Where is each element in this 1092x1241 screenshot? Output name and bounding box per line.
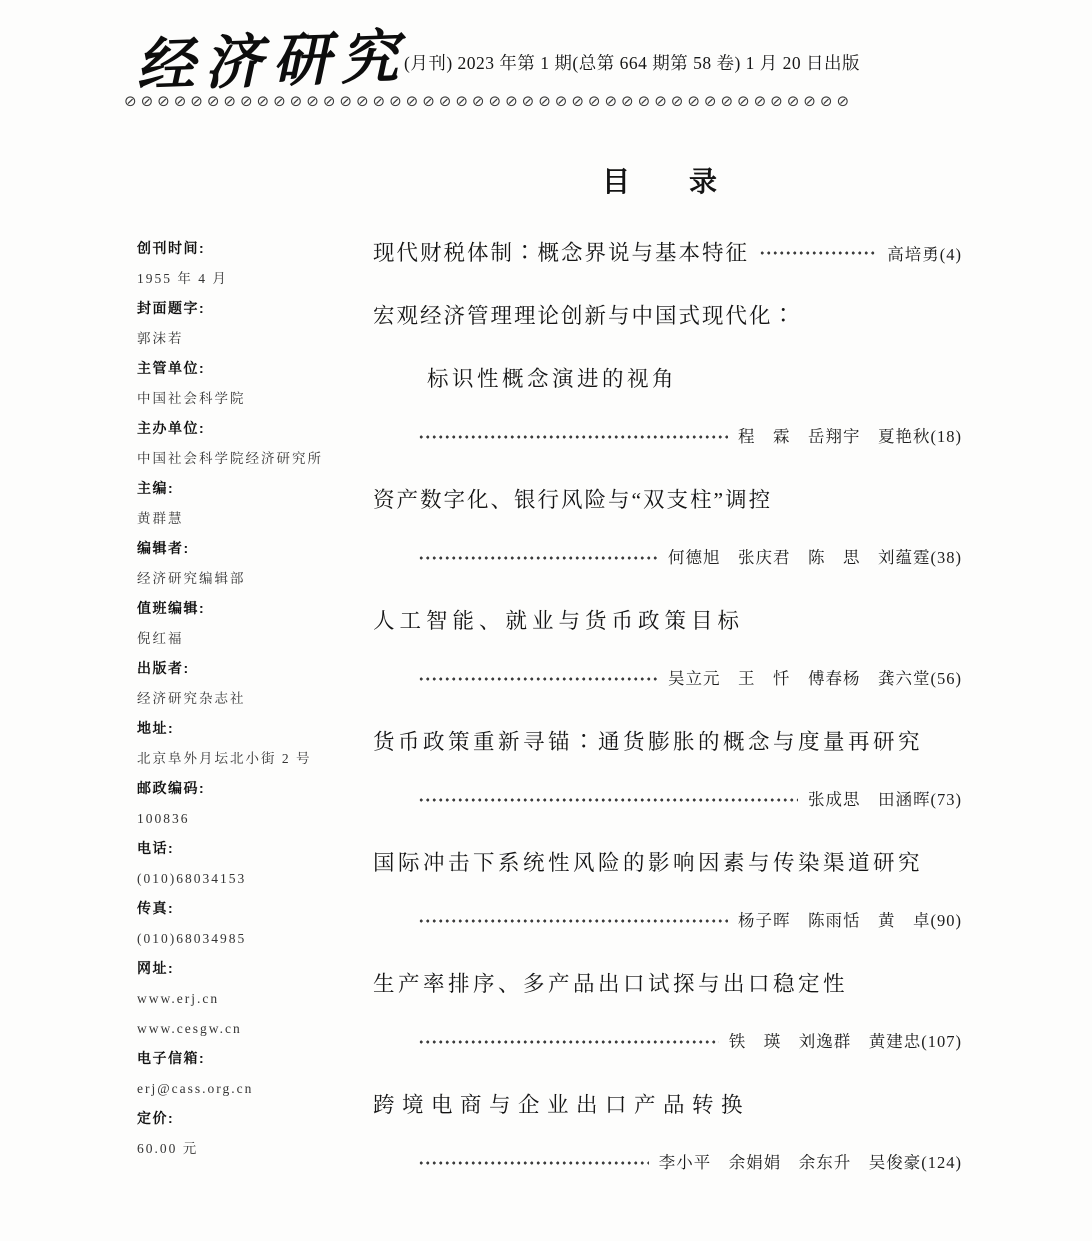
sidebar-item-fax bbox=[137, 898, 373, 949]
sidebar-item-supervisor bbox=[137, 358, 373, 409]
dot-leader bbox=[418, 549, 658, 567]
article-title: 跨境电商与企业出口产品转换 bbox=[373, 1093, 751, 1117]
sidebar-item-value: 北京阜外月坛北小街 2 号 bbox=[137, 751, 312, 766]
sidebar-item-address bbox=[137, 718, 373, 769]
sidebar-item-value: 经济研究编辑部 bbox=[137, 571, 246, 586]
article-title: 现代财税体制∶概念界说与基本特征 bbox=[373, 241, 750, 265]
journal-info-sidebar bbox=[137, 238, 373, 1211]
dot-leader bbox=[759, 244, 877, 262]
sidebar-item-label: 传真: bbox=[137, 900, 175, 916]
article-title: 生产率排序、多产品出口试探与出口稳定性 bbox=[373, 972, 849, 996]
sidebar-item-label: 主办单位: bbox=[137, 420, 206, 436]
article-title: 国际冲击下系统性风险的影响因素与传染渠道研究 bbox=[373, 851, 924, 875]
dot-leader bbox=[418, 1154, 649, 1172]
sidebar-item-value: 黄群慧 bbox=[137, 511, 184, 526]
sidebar-item-label: 出版者: bbox=[137, 660, 190, 676]
toc-entry-6 bbox=[373, 848, 962, 936]
toc-list bbox=[373, 238, 962, 1211]
toc-entry-1 bbox=[373, 238, 962, 268]
article-authors: 吴立元 王 忏 傅春杨 龚六堂(56) bbox=[668, 669, 962, 688]
sidebar-item-label: 值班编辑: bbox=[137, 600, 206, 616]
sidebar-item-value: (010)68034985 bbox=[137, 931, 247, 946]
article-authors: 杨子晖 陈雨恬 黄 卓(90) bbox=[738, 911, 962, 930]
sidebar-item-value: erj@cass.org.cn bbox=[137, 1081, 254, 1096]
sidebar-item-value: www.erj.cn bbox=[137, 991, 220, 1006]
sidebar-item-label: 封面题字: bbox=[137, 300, 206, 316]
sidebar-item-label: 电话: bbox=[137, 840, 175, 856]
sidebar-item-value: 1955 年 4 月 bbox=[137, 271, 228, 286]
toc-entry-3 bbox=[373, 485, 962, 573]
toc-title: 目 录 bbox=[601, 166, 718, 197]
sidebar-item-email bbox=[137, 1048, 373, 1099]
sidebar-item-label: 定价: bbox=[137, 1110, 175, 1126]
sidebar-item-phone bbox=[137, 838, 373, 889]
sidebar-item-website bbox=[137, 958, 373, 1039]
article-authors: 李小平 余娟娟 余东升 吴俊豪(124) bbox=[658, 1153, 962, 1172]
sidebar-item-value: 中国社会科学院经济研究所 bbox=[137, 451, 323, 466]
toc-entry-8 bbox=[373, 1090, 962, 1178]
journal-logo: 经济研究 bbox=[135, 22, 410, 100]
dot-leader bbox=[418, 428, 728, 446]
sidebar-item-value-2: www.cesgw.cn bbox=[137, 1021, 242, 1036]
dot-leader bbox=[418, 1033, 719, 1051]
article-title: 人工智能、就业与货币政策目标 bbox=[373, 609, 745, 633]
sidebar-item-value: 倪红福 bbox=[137, 631, 184, 646]
article-authors: 高培勇(4) bbox=[887, 245, 962, 264]
sidebar-item-value: 中国社会科学院 bbox=[137, 391, 246, 406]
article-title: 资产数字化、银行风险与“双支柱”调控 bbox=[373, 488, 773, 512]
article-title-line-1: 宏观经济管理理论创新与中国式现代化∶ bbox=[373, 304, 797, 328]
sidebar-item-label: 主编: bbox=[137, 480, 175, 496]
toc-entry-4 bbox=[373, 606, 962, 694]
sidebar-item-label: 电子信箱: bbox=[137, 1050, 206, 1066]
sidebar-item-label: 主管单位: bbox=[137, 360, 206, 376]
sidebar-item-sponsor bbox=[137, 418, 373, 469]
sidebar-item-value: (010)68034153 bbox=[137, 871, 247, 886]
sidebar-item-price bbox=[137, 1108, 373, 1159]
sidebar-item-label: 创刊时间: bbox=[137, 240, 206, 256]
sidebar-item-value: 60.00 元 bbox=[137, 1141, 199, 1156]
content-columns bbox=[137, 238, 962, 1211]
article-authors: 程 霖 岳翔宇 夏艳秋(18) bbox=[738, 427, 962, 446]
sidebar-item-label: 邮政编码: bbox=[137, 780, 206, 796]
sidebar-item-value: 郭沫若 bbox=[137, 331, 184, 346]
toc-entry-7 bbox=[373, 969, 962, 1057]
article-authors: 何德旭 张庆君 陈 思 刘蕴霆(38) bbox=[668, 548, 962, 567]
dot-leader bbox=[418, 912, 728, 930]
sidebar-item-duty-editor bbox=[137, 598, 373, 649]
sidebar-item-value: 经济研究杂志社 bbox=[137, 691, 246, 706]
sidebar-item-publisher bbox=[137, 658, 373, 709]
ornamental-divider: ⊘⊘⊘⊘⊘⊘⊘⊘⊘⊘⊘⊘⊘⊘⊘⊘⊘⊘⊘⊘⊘⊘⊘⊘⊘⊘⊘⊘⊘⊘⊘⊘⊘⊘⊘⊘⊘⊘⊘⊘⊘⊘⊘⊘ bbox=[124, 92, 854, 110]
sidebar-item-label: 网址: bbox=[137, 960, 175, 976]
article-authors: 铁 瑛 刘逸群 黄建忠(107) bbox=[728, 1032, 962, 1051]
sidebar-item-chief-editor bbox=[137, 478, 373, 529]
toc-entry-2 bbox=[373, 301, 962, 452]
sidebar-item-value: 100836 bbox=[137, 811, 190, 826]
article-title-line-2: 标识性概念演进的视角 bbox=[427, 367, 678, 391]
sidebar-item-editor bbox=[137, 538, 373, 589]
sidebar-item-postcode bbox=[137, 778, 373, 829]
toc-entry-5 bbox=[373, 727, 962, 815]
article-title: 货币政策重新寻锚∶通货膨胀的概念与度量再研究 bbox=[373, 730, 924, 754]
sidebar-item-label: 地址: bbox=[137, 720, 175, 736]
dot-leader bbox=[418, 670, 658, 688]
sidebar-item-cover-calligraphy bbox=[137, 298, 373, 349]
article-authors: 张成思 田涵晖(73) bbox=[808, 790, 962, 809]
sidebar-item-label: 编辑者: bbox=[137, 540, 190, 556]
sidebar-item-founding-date bbox=[137, 238, 373, 289]
dot-leader bbox=[418, 791, 798, 809]
issue-info: (月刊) 2023 年第 1 期(总第 664 期第 58 卷) 1 月 20 日出版 bbox=[404, 53, 861, 73]
